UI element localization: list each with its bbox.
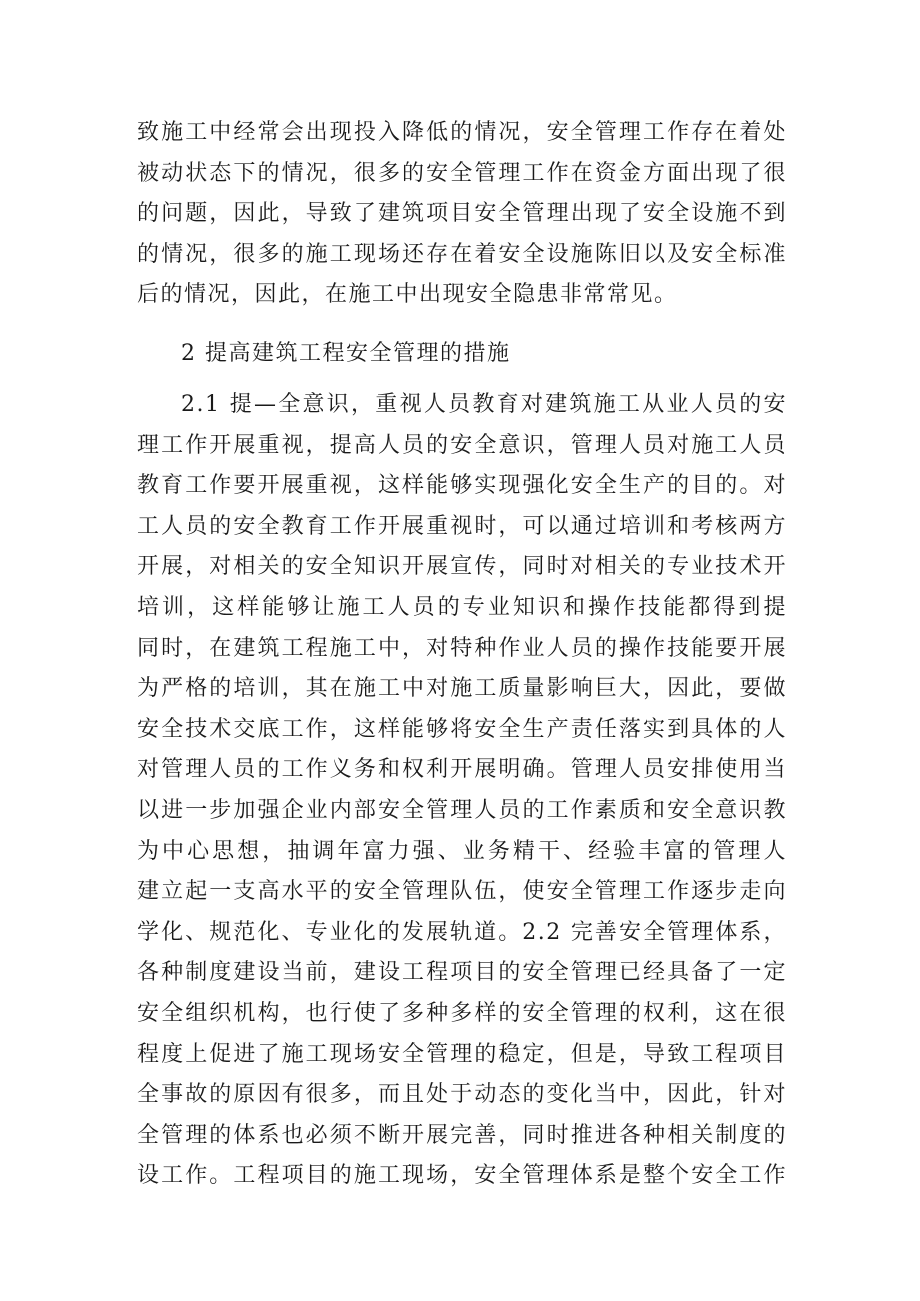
- text-line: 2.1 提—全意识，重视人员教育对建筑施工从业人员的安: [181, 392, 787, 417]
- text-line: 安全组织机构，也行使了多种多样的安全管理的权利，这在很: [137, 1000, 787, 1026]
- text-line: 为严格的培训，其在施工中对施工质量影响巨大，因此，要做: [137, 676, 787, 702]
- text-line: 全管理的体系也必须不断开展完善，同时推进各种相关制度的: [137, 1122, 787, 1148]
- text-line: 培训，这样能够让施工人员的专业知识和操作技能都得到提: [137, 594, 787, 620]
- text-line: 全事故的原因有很多，而且处于动态的变化当中，因此，针对: [137, 1082, 787, 1108]
- paragraph-measures: [137, 385, 787, 1197]
- text-line: 同时，在建筑工程施工中，对特种作业人员的操作技能要开展: [137, 635, 787, 661]
- text-line: 设工作。工程项目的施工现场，安全管理体系是整个安全工作: [137, 1163, 787, 1189]
- paragraph-intro: [137, 113, 787, 316]
- text-line: 为中心思想，抽调年富力强、业务精干、经验丰富的管理人: [137, 838, 787, 864]
- text-line: 建立起一支高水平的安全管理队伍，使安全管理工作逐步走向: [137, 879, 787, 905]
- text-line: 理工作开展重视，提高人员的安全意识，管理人员对施工人员: [137, 432, 787, 458]
- text-line: 致施工中经常会出现投入降低的情况，安全管理工作存在着处: [137, 120, 787, 145]
- text-line: 的情况，很多的施工现场还存在着安全设施陈旧以及安全标准: [137, 241, 787, 267]
- text-line: 工人员的安全教育工作开展重视时，可以通过培训和考核两方: [137, 513, 787, 539]
- text-line: 后的情况，因此，在施工中出现安全隐患非常常见。: [137, 282, 678, 308]
- text-line: 教育工作要开展重视，这样能够实现强化安全生产的目的。对: [137, 473, 787, 499]
- text-line: 程度上促进了施工现场安全管理的稳定，但是，导致工程项目: [137, 1041, 787, 1067]
- text-line: 的问题，因此，导致了建筑项目安全管理出现了安全设施不到: [137, 201, 787, 227]
- text-line: 开展，对相关的安全知识开展宣传，同时对相关的专业技术开: [137, 554, 787, 580]
- text-line: 安全技术交底工作，这样能够将安全生产责任落实到具体的人: [137, 716, 787, 742]
- text-line: 以进一步加强企业内部安全管理人员的工作素质和安全意识教: [137, 797, 787, 823]
- text-line: 被动状态下的情况，很多的安全管理工作在资金方面出现了很: [137, 160, 787, 186]
- text-line: 对管理人员的工作义务和权利开展明确。管理人员安排使用当: [137, 757, 787, 783]
- section-heading: [137, 334, 787, 375]
- text-line: 学化、规范化、专业化的发展轨道。2.2 完善安全管理体系，: [137, 919, 787, 945]
- section-title: 2 提高建筑工程安全管理的措施: [181, 341, 511, 366]
- text-line: 各种制度建设当前，建设工程项目的安全管理已经具备了一定: [137, 960, 787, 986]
